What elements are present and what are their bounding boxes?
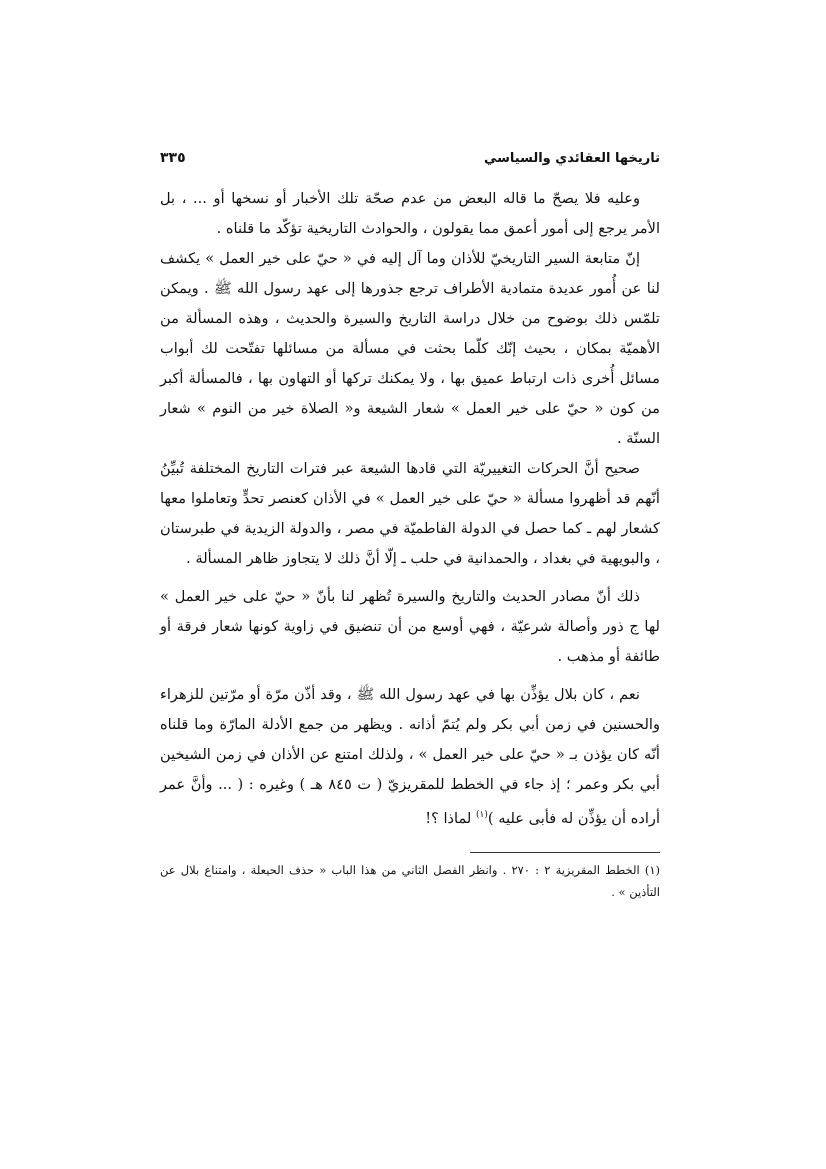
book-page <box>160 150 660 903</box>
paragraph: وعليه فلا يصحّ ما قاله البعض من عدم صحّة تلك الأخبار أو نسخها أو ... ، بل الأمر يرجع إلى أمور أعمق مما يقولون ، والحوادث التاريخية تؤكّد ما قلناه . <box>160 190 660 237</box>
paragraph-text: نعم ، كان بلال يؤذِّن بها في عهد رسول الله ﷺ ، وقد أذّن مرّة أو مرّتين للزهراء والحسنين في زمن أبي بكر ولم يُتمّ أذانه . ويظهر من جمع الأدلة المارّة وما قلناه أنّه كان يؤذن بـ « حيّ على خير العمل » ، ولذلك امتنع عن الأذان في زمن الشيخين أبي بكر وعمر ؛ إذ جاء في الخطط للمقريزيّ ( ت ٨٤٥ هـ ) وغيره : ( ... وأنَّ عمر أراده أن يؤذِّن له فأبى عليه ) <box>160 686 660 827</box>
footnote-divider <box>470 852 660 853</box>
chapter-title: تاريخها العقائدي والسياسي <box>483 151 660 166</box>
paragraph: ذلك أنّ مصادر الحديث والتاريخ والسيرة تُظهر لنا بأنّ « حيّ على خير العمل » لها ج ذور وأصالة شرعيّة ، فهي أوسع من أن تنضيق في زاوية كونها شعار فرقة أو طائفة أو مذهب . <box>160 588 660 665</box>
paragraph-closing-text: لماذا ؟! <box>425 809 477 827</box>
paragraph <box>160 680 660 834</box>
body-text <box>160 184 660 834</box>
running-header <box>160 150 660 184</box>
page-number: ٣٣٥ <box>160 150 186 166</box>
footnote: (١) الخطط المقريزية ٢ : ٢٧٠ . وانظر الفصل الثاني من هذا الباب « حذف الحيعلة ، وامتناع بلال عن التأذين » . <box>160 862 660 899</box>
footnote-reference[interactable]: (١) <box>476 810 488 820</box>
paragraph: صحيح أنَّ الحركات التغييريّة التي قادها الشيعة عبر فترات التاريخ المختلفة تُبيِّنُ أنّهم قد أظهروا مسألة « حيّ على خير العمل » في الأذان كعنصر تحدٍّ وتعاملوا معها كشعار لهم ـ كما حصل في الدولة الفاطميّة في مصر ، والدولة الزيدية في طبرستان ، والبويهية في بغداد ، والحمدانية في حلب ـ إلّا أنَّ ذلك لا يتجاوز ظاهر المسألة . <box>160 460 660 567</box>
paragraph: إنّ متابعة السير التاريخيّ للأذان وما آل إليه في « حيّ على خير العمل » يكشف لنا عن أُمور عديدة متمادية الأطراف ترجع جذورها إلى عهد رسول الله ﷺ . ويمكن تلمّس ذلك بوضوح من خلال دراسة التاريخ والسيرة والحديث ، وهذه المسألة من الأهميّة بمكان ، بحيث إنّك كلّما بحثت في مسألة من مسائلها تفتّحت لك أبواب مسائل أُخرى ذات ارتباط عميق بها ، ولا يمكنك تركها أو التهاون بها ، فالمسألة أكبر من كون « حيّ على خير العمل » شعار الشيعة و« الصلاة خير من النوم » شعار السنّة . <box>160 250 660 447</box>
